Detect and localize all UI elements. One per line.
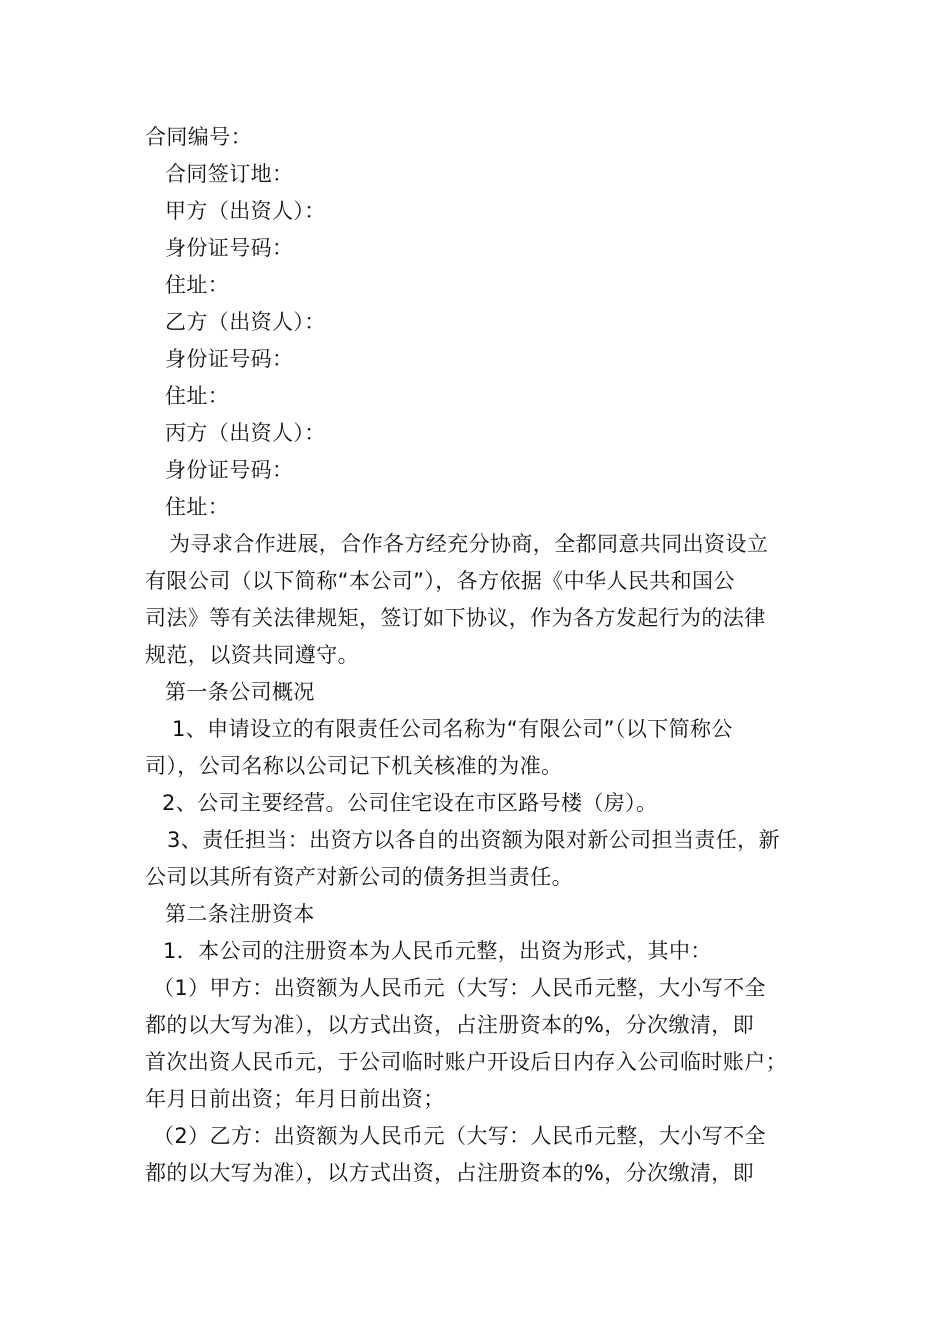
article2-sub1-line: 年月日前出资；年月日前出资； bbox=[145, 1087, 445, 1111]
party-c-label: 丙方（出资人）： bbox=[165, 421, 326, 445]
article1-item2: 2、公司主要经营。公司住宅设在市区路号楼（房）。 bbox=[162, 791, 658, 815]
article2-sub2-line: 都的以大写为准），以方式出资，占注册资本的%，分次缴清，即 bbox=[145, 1161, 755, 1185]
party-b-address-label: 住址： bbox=[165, 384, 230, 408]
preamble-line: 司法》等有关法律规矩，签订如下协议，作为各方发起行为的法律 bbox=[145, 606, 766, 630]
preamble-line: 规范，以资共同遵守。 bbox=[145, 643, 359, 667]
article2-sub1-line: 都的以大写为准），以方式出资，占注册资本的%，分次缴清，即 bbox=[145, 1013, 755, 1037]
party-a-label: 甲方（出资人）： bbox=[165, 199, 326, 223]
party-c-id-label: 身份证号码： bbox=[165, 458, 294, 482]
article1-item3-line: 3、责任担当：出资方以各自的出资额为限对新公司担当责任，新 bbox=[167, 828, 780, 852]
party-b-id-label: 身份证号码： bbox=[165, 347, 294, 371]
article1-heading: 第一条公司概况 bbox=[165, 680, 315, 704]
party-c-address-label: 住址： bbox=[165, 495, 230, 519]
sign-place-label: 合同签订地： bbox=[165, 162, 294, 186]
preamble-line: 有限公司（以下简称“本公司”），各方依据《中华人民共和国公 bbox=[145, 569, 735, 593]
article2-heading: 第二条注册资本 bbox=[165, 902, 315, 926]
article2-sub1-line: 首次出资人民币元，于公司临时账户开设后日内存入公司临时账户； bbox=[145, 1050, 787, 1074]
party-b-label: 乙方（出资人）： bbox=[165, 310, 326, 334]
article1-item3-line: 公司以其所有资产对新公司的债务担当责任。 bbox=[145, 865, 573, 889]
preamble-line: 为寻求合作进展，合作各方经充分协商，全都同意共同出资设立 bbox=[169, 532, 769, 556]
article2-sub2-line: （2）乙方：出资额为人民币元（大写：人民币元整，大小写不全 bbox=[153, 1124, 766, 1148]
article1-item1-line: 1、申请设立的有限责任公司名称为“有限公司”（以下简称公 bbox=[172, 717, 733, 741]
party-a-address-label: 住址： bbox=[165, 273, 230, 297]
party-a-id-label: 身份证号码： bbox=[165, 236, 294, 260]
contract-body bbox=[145, 119, 825, 1192]
article2-sub1-line: （1）甲方：出资额为人民币元（大写：人民币元整，大小写不全 bbox=[153, 976, 766, 1000]
contract-number-label: 合同编号： bbox=[145, 125, 252, 149]
article2-item1: 1．本公司的注册资本为人民币元整，出资为形式，其中： bbox=[163, 939, 712, 963]
article1-item1-line: 司），公司名称以公司记下机关核准的为准。 bbox=[145, 754, 563, 778]
